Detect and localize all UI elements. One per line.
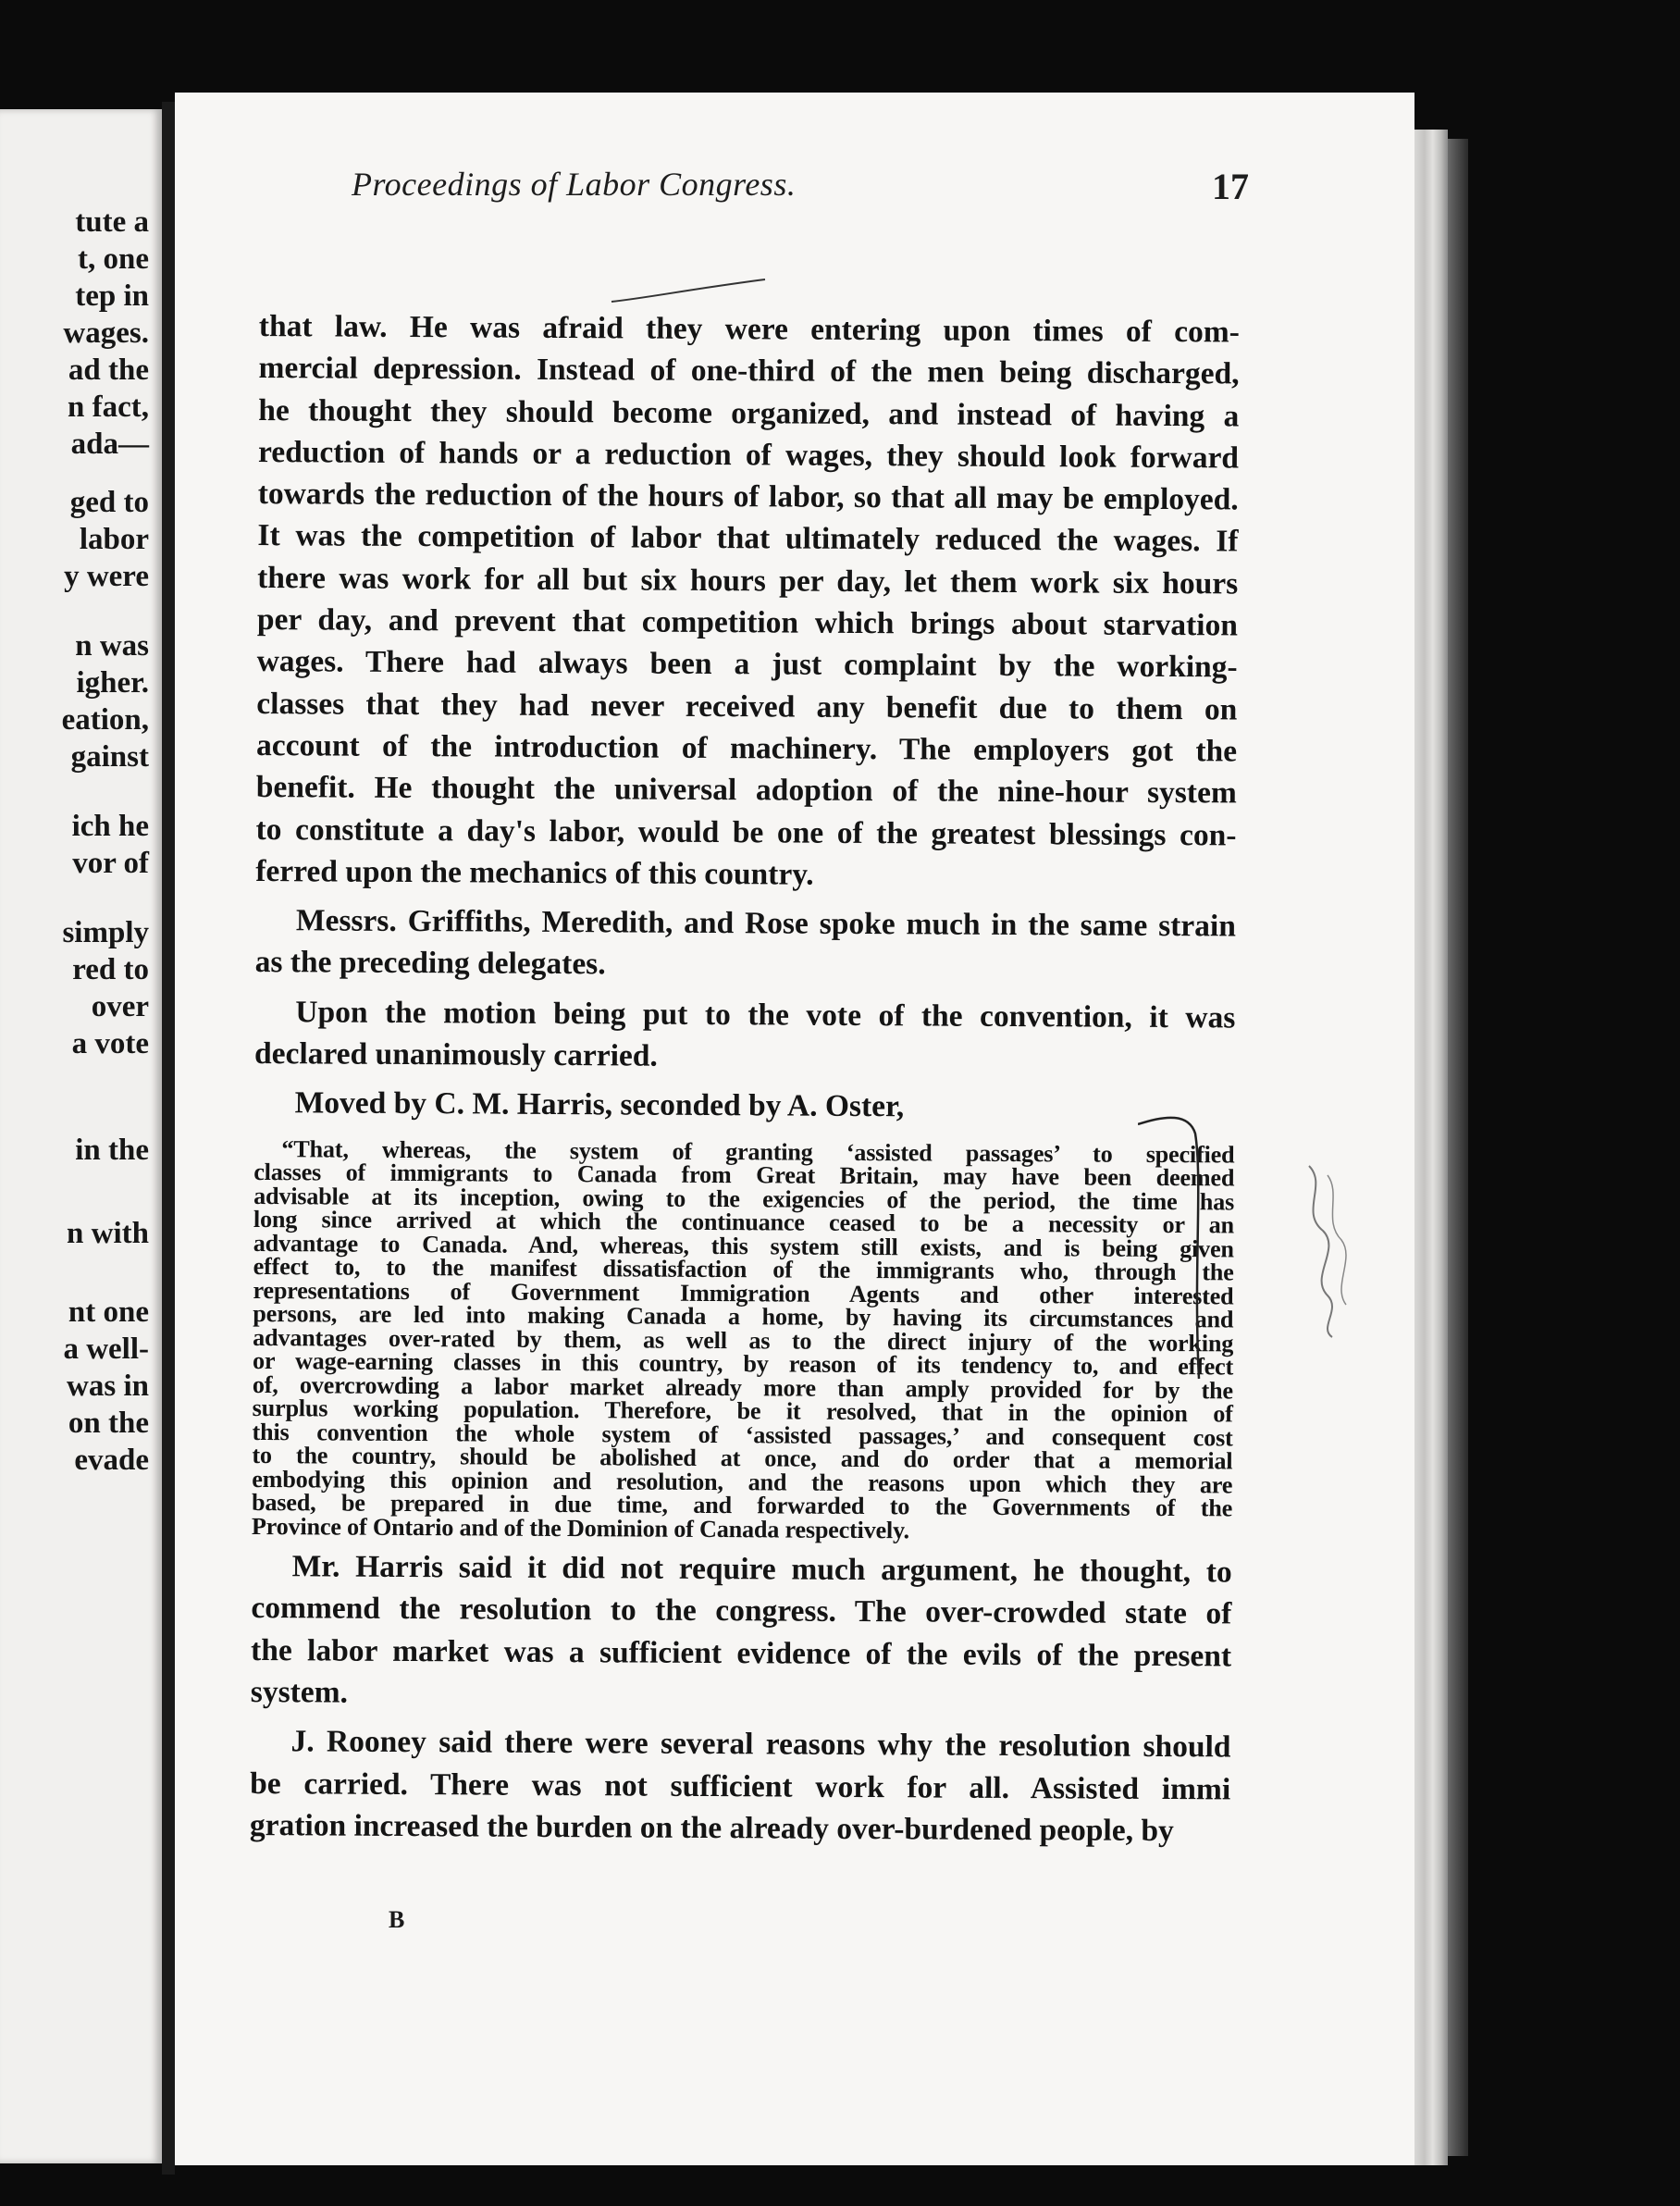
left-page-text: tep in: [75, 279, 149, 313]
page-edge-shadow: [1448, 139, 1468, 2156]
text-line: account of the introduction of machinery. The employers got the: [255, 727, 1238, 769]
text-line: gration increased the burden on the already over-burdened people, by: [249, 1807, 1174, 1848]
paragraph: [254, 991, 1236, 1081]
quote-line: persons, are led into making Canada a home, by having its circumstances and: [253, 1300, 1234, 1333]
text-line: per day, and prevent that competition which brings about starvation: [256, 602, 1239, 643]
quote-line: classes of immigrants to Canada from Great Britain, may have been deemed: [253, 1159, 1235, 1192]
quote-line: of, overcrowding a labor market already more than amply provided for by the: [252, 1370, 1233, 1405]
text-line: commend the resolution to the congress. The over-crowded state of: [251, 1591, 1232, 1631]
page-body: [250, 305, 1240, 1853]
left-page-text: was in: [67, 1369, 149, 1403]
left-page-text: in the: [75, 1134, 149, 1167]
bracket-mark: [1138, 1106, 1203, 1383]
left-page-text: eation,: [61, 703, 149, 737]
left-page-text: evade: [74, 1444, 149, 1477]
left-page-text: simply: [62, 916, 149, 949]
text-line: the labor market was a sufficient evidence of the evils of the present: [251, 1632, 1232, 1674]
margin-scribble: [1291, 1157, 1365, 1342]
text-line: there was work for all but six hours per day, let them work six hours: [257, 560, 1239, 601]
text-line: Mr. Harris said it did not require much argument, he thought, to: [291, 1549, 1232, 1590]
left-page-text: a vote: [71, 1027, 149, 1060]
resolution-quote: [251, 1134, 1235, 1544]
quote-line: effect to, to the manifest dissatisfaction of the immigrants who, through the: [253, 1253, 1234, 1286]
quote-line: this convention the whole system of ‘assisted passages,’ and consequent cost: [252, 1418, 1233, 1452]
text-line: Upon the motion being put to the vote of the convention, it was: [295, 995, 1236, 1035]
left-page-text: ada—: [70, 428, 149, 461]
text-line: he thought they should become organized, and instead of having a: [258, 392, 1240, 434]
running-header: [352, 165, 1249, 220]
left-page-fragment: [0, 109, 162, 2163]
text-line: that law. He was afraid they were entering upon times of com-: [258, 308, 1240, 350]
text-line: mercial depression. Instead of one-third of the men being discharged,: [258, 351, 1240, 391]
left-page-text: igher.: [76, 666, 149, 700]
quote-line: Province of Ontario and of the Dominion of Canada respectively.: [251, 1512, 909, 1543]
left-page-text: over: [91, 990, 149, 1023]
left-page-text: n was: [75, 629, 149, 663]
quote-line: embodying this opinion and resolution, and the reasons upon which they are: [252, 1465, 1233, 1499]
left-page-text: a well-: [63, 1332, 149, 1366]
text-line: It was the competition of labor that ultimately reduced the wages. If: [257, 518, 1239, 559]
text-line: declared unanimously carried.: [253, 1036, 658, 1073]
quote-line: “That, whereas, the system of granting ‘assisted passages’ to specified: [281, 1134, 1235, 1169]
paragraph: [254, 1082, 1235, 1130]
signature-mark: B: [389, 1906, 405, 1933]
left-page-text: gainst: [70, 740, 149, 774]
book-gutter: [162, 102, 175, 2175]
paragraph: [250, 1720, 1231, 1852]
text-line: benefit. He thought the universal adoption of the nine-hour system: [255, 770, 1237, 811]
left-page-text: vor of: [72, 847, 149, 880]
text-line: to constitute a day's labor, would be one of the greatest blessings con-: [255, 812, 1237, 853]
text-line: Messrs. Griffiths, Meredith, and Rose spoke much in the same strain: [295, 903, 1237, 944]
text-line: reduction of hands or a reduction of wages, they should look forward: [257, 434, 1240, 476]
paragraph: [255, 899, 1237, 989]
page-number: 17: [1212, 166, 1249, 207]
quote-line: to the country, should be abolished at once, and do order that a memorial: [252, 1442, 1233, 1475]
text-line: classes that they had never received any benefit due to them on: [256, 686, 1238, 727]
quote-line: representations of Government Immigration Agents and other interested: [253, 1276, 1234, 1310]
left-page-text: on the: [68, 1407, 149, 1440]
text-line: ferred upon the mechanics of this country.: [255, 853, 814, 892]
left-page-text: red to: [72, 953, 149, 986]
quote-line: surplus working population. Therefore, be it resolved, that in the opinion of: [252, 1394, 1233, 1428]
left-page-text: n with: [67, 1217, 149, 1250]
paragraph: [255, 305, 1240, 899]
left-page-text: tute a: [75, 205, 149, 239]
paragraphs-before: [254, 305, 1240, 1130]
quote-line: advisable at its inception, owing to the exigencies of the period, the time has: [253, 1182, 1235, 1216]
text-line: J. Rooney said there were several reasons why the resolution should: [290, 1724, 1231, 1765]
quote-line: advantages over-rated by them, as well as to the direct injury of the working: [253, 1323, 1234, 1357]
left-page-text: labor: [79, 523, 149, 556]
text-line: wages. There had always been a just complaint by the working-: [256, 644, 1238, 685]
left-page-text: nt one: [68, 1295, 149, 1329]
left-page-text: ad the: [68, 353, 149, 387]
quote-line: long since arrived at which the continuance ceased to be a necessity or an: [253, 1206, 1235, 1239]
left-page-text: wages.: [63, 316, 149, 350]
quote-line: based, be prepared in due time, and forwarded to the Governments of the: [252, 1489, 1233, 1522]
text-line: be carried. There was not sufficient work for all. Assisted immi: [250, 1766, 1231, 1807]
text-line: Moved by C. M. Harris, seconded by A. Oster,: [294, 1085, 905, 1124]
text-line: as the preceding delegates.: [254, 945, 606, 982]
running-title: Proceedings of Labor Congress.: [352, 166, 797, 203]
quote-line: or wage-earning classes in this country, by reason of its tendency to, and effect: [252, 1347, 1234, 1381]
left-page-text: ich he: [71, 810, 149, 843]
paragraphs-after: [250, 1538, 1232, 1853]
page-edge: [1414, 130, 1448, 2165]
left-page-text: ged to: [69, 486, 149, 519]
pencil-mark: [610, 278, 767, 305]
left-page-text: t, one: [78, 242, 149, 276]
left-page-text: n fact,: [68, 390, 149, 424]
text-line: system.: [250, 1675, 349, 1710]
quote-line: advantage to Canada. And, whereas, this system still exists, and is being given: [253, 1229, 1234, 1263]
left-page-text: y were: [64, 560, 149, 593]
text-line: towards the reduction of the hours of labor, so that all may be employed.: [257, 477, 1239, 517]
paragraph: [251, 1545, 1232, 1719]
